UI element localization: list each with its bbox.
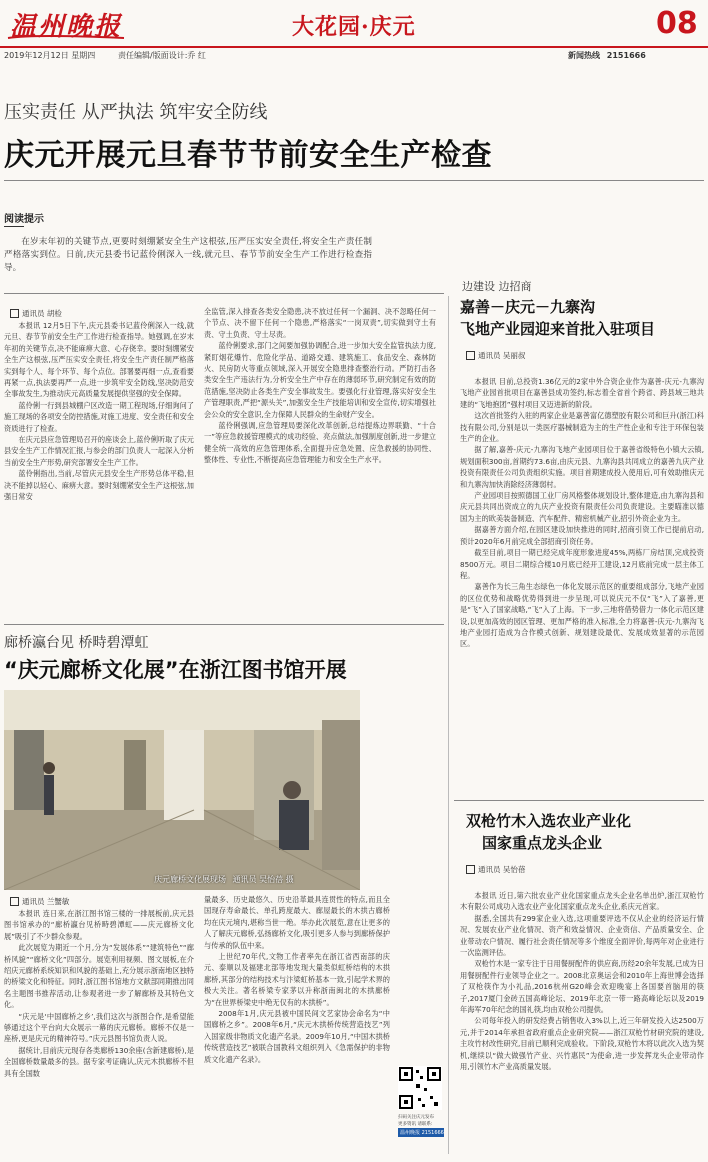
industry-p4: 产业园项目按照德国工业厂房风格整体规划设计,整体建造,由九寨沟县和庆元县共同出资成立的九庆产业投资有限责任公司负责建设。主要瞄准以德国为主的欧美装备制造、汽车配件、精密机械产业,招引外资企业为主。 xyxy=(460,491,704,523)
industry-kicker: 边建设 边招商 xyxy=(462,280,532,293)
lead-divider xyxy=(4,180,704,181)
summary-label: 阅读提示 xyxy=(4,214,44,225)
exhibit-p1: 本报讯 连日来,在浙江图书馆三楼的一排展板前,庆元县图书馆承办的“廊桥瀛台见桥畤碧潭虹——庆元廊桥文化展”吸引了不少群众参观。 xyxy=(4,909,194,941)
lead-summary xyxy=(4,236,372,275)
exhibit-kicker: 廊桥瀛台见 桥畤碧潭虹 xyxy=(4,635,149,651)
lead-headline: 庆元开展元旦春节节前安全生产检查 xyxy=(4,138,492,173)
exhibit-top-rule xyxy=(4,624,444,625)
exhibit-col2-text xyxy=(204,894,390,1065)
library-hall-photo xyxy=(4,690,360,890)
lead-bottom-rule xyxy=(4,293,444,294)
bamboo-top-rule xyxy=(454,800,704,801)
exhibit-p2: 此次展览为期近一个月,分为“发展体系”“建筑特色”“廊桥风貌”“廊桥文化”四部分。展览利用视频、图文展板,在介绍庆元廊桥系统知识和风貌的基础上,充分展示浙南地区独特的桥梁文化和特征。同时,浙江图书馆地方文献部同期推出同名主题图书推荐活动,让参观者进一步了解廊桥及其特色文化。 xyxy=(4,943,194,1010)
bamboo-byline-text: 通讯员 吴怡蓓 xyxy=(478,865,526,874)
bamboo-p3: 双枪竹木是一家专注于日用餐厨配件的供应商,历经20余年发展,已成为日用餐厨配件行业领导企业之一。2008北京奥运会和2010年上海世博会选择了双枪筷作为小礼品,2016杭州G20峰会欢迎晚宴上各国要首脑用的筷子,2017厦门金砖五国高峰论坛、2019年北京一带一路高峰论坛以及2019年海军70年纪念的国礼筷,均由双枪公司提供。 xyxy=(460,959,704,1015)
industry-headline-2: 飞地产业园迎来首批入驻项目 xyxy=(460,320,656,338)
byline-box-icon xyxy=(10,309,19,318)
editor-line: 责任编辑/版面设计:乔 红 xyxy=(118,51,206,60)
industry-p2: 这次首批签约入驻的两家企业是嘉善富亿德塑胶有限公司和巨升(浙江)科技有限公司,分别是以一类医疗器械制造为主的生产性企业和专注于环保包装生产的企业。 xyxy=(460,411,704,444)
qr-caption-2: 更多资讯 请联系: xyxy=(398,1122,433,1127)
lead-p4: 蓝伶俐指出,当前,尽管庆元县安全生产形势总体平稳,但决不能掉以轻心、麻痹大意。要时刻绷紧安全生产这根弦,加强日常安 xyxy=(4,469,194,502)
page-number: 08 xyxy=(656,6,698,41)
newspaper-logo xyxy=(6,4,126,44)
exhibit-p4: 据统计,目前庆元现存各类廊桥130余座(含新建廊桥),是全国廊桥数量最多的县。据专家考证确认,庆元木拱廊桥不但具有全国数 xyxy=(4,1045,194,1078)
byline-box-icon xyxy=(466,351,475,360)
bamboo-p1: 本报讯 近日,第六批农业产业化国家重点龙头企业名单出炉,浙江双枪竹木有限公司成功入选农业产业化国家重点龙头企业,系庆元首家。 xyxy=(460,891,704,912)
lead-p1: 本报讯 12月5日下午,庆元县委书记蓝伶俐深入一线,就元旦、春节节前安全生产工作进行检查指导。她强调,在岁末年初的关键节点,决不能麻痹大意、心存侥幸。要时刻绷紧安全生产这根弦,压严压实安全责任,将安全生产责任制严格落实到每个人、每个环节、每个点位。部署要再细一点,查看要再紧一点,执法要再严一点,进一步筑牢安全防线,坚决防范安全事故发生,为推动庆元高质量发展提供坚强的安全保障。 xyxy=(4,321,194,399)
exhibit-column-1 xyxy=(4,908,194,1158)
hotline-number: 2151666 xyxy=(606,51,646,60)
bamboo-p2: 据悉,全国共有299家企业入选,这项重要评选不仅从企业的经济运行情况、发展农业产业化情况、资产和效益情况、企业资信、产品质量安全、企业带动农户情况、履行社会责任情况等多个维度全面评价,每两年对企业进行一次监测评估。 xyxy=(460,913,704,958)
column-separator xyxy=(448,296,449,1154)
hotline xyxy=(568,50,646,61)
industry-p7: 嘉善作为长三角生态绿色一体化发展示范区的重要组成部分,飞地产业园的区位优势和战略优势得到进一步呈现,可以说庆元不仅“飞”入了嘉善,更是“飞”入了国家战略,“飞”入了上海。下一步,三地将借势借力一体化示范区建设,以更加高效的园区管理、更加严格的准入标准,全力将嘉善-庆元-九寨沟飞地产业园打造成为合作模式创新、规划建设最优、发展成效显著的示范园区。 xyxy=(460,582,704,649)
hotline-label: 新闻热线 xyxy=(568,51,600,60)
lead-kicker: 压实责任 从严执法 筑牢安全防线 xyxy=(4,102,268,123)
date-line: 2019年12月12日 星期四 xyxy=(4,51,96,60)
qr-code-icon[interactable] xyxy=(398,1066,442,1110)
photo-credit: 通讯员 吴怡蓓 摄 xyxy=(232,875,294,884)
industry-p3: 据了解,嘉善-庆元-九寨沟飞地产业园项目位于嘉善省级特色小镇大云镇,规划面积300亩,首期约73.6亩,由庆元县、九寨沟县共同成立的嘉善九庆产业投资有限责任公司负责组织实施。项目首期建成投入使用后,可有效助推庆元和九寨沟加快消除经济薄弱村。 xyxy=(460,445,704,489)
byline-box-icon xyxy=(10,897,19,906)
industry-byline-text: 通讯员 吴丽叔 xyxy=(478,351,526,360)
summary-text: 在岁末年初的关键节点,更要时刻绷紧安全生产这根弦,压严压实安全责任,将安全生产责任制严格落实到位。日前,庆元县委书记蓝伶俐深入一线,就元旦、春节节前安全生产工作进行检查指导。 xyxy=(4,237,372,273)
logo-text: 温州晚报 xyxy=(10,12,123,42)
masthead-rule xyxy=(0,46,708,48)
industry-byline xyxy=(466,350,525,361)
byline-box-icon xyxy=(466,865,475,874)
masthead xyxy=(0,0,708,62)
bamboo-body xyxy=(460,890,704,1158)
bamboo-headline-2: 国家重点龙头企业 xyxy=(482,834,603,852)
lead-p5: 全监管,深入排查各类安全隐患,决不放过任何一个漏洞、决不忽略任何一个节点、决不留下任何一个隐患,严格落实“一岗双责”,切实做到守土有责、守土负责、守土尽责。 xyxy=(204,307,436,339)
exhibit-byline-text: 通讯员 兰蟹敏 xyxy=(22,897,70,906)
exhibit-column-2 xyxy=(204,894,390,1158)
summary-rule xyxy=(4,226,24,227)
industry-text xyxy=(460,376,704,650)
industry-p5: 据嘉善方面介绍,在园区建设加快推进的同时,招商引资工作已提前启动,预计2020年6月前完成全部招商引资任务。 xyxy=(460,525,704,546)
exhibit-photo xyxy=(4,690,360,890)
lead-column-2 xyxy=(204,306,436,616)
exhibit-p5: 量最多、历史最悠久、历史沿革最具连贯性的特点,而且全国现存寿命最长、单孔跨度最大、廊屋最长的木拱古廊桥均在庆元境内,堪称当世一绝。举办此次展览,意在让更多的人了解庆元廊桥,弘扬廊桥文化,吸引更多人参与到廊桥保护与传承的队伍中来。 xyxy=(204,895,390,950)
exhibit-p6: 上世纪70年代,文物工作者率先在浙江省西南部的庆元、泰顺以及福建北部等地发现大量类似虹桥结构的木拱廊桥,其部分的结构技术与汴梁虹桥基本一致,引起学术界的极大关注。著名桥梁专家茅以升称浙南闽北的木拱廊桥为“在世界桥梁史中绝无仅有的木拱桥”。 xyxy=(204,952,390,1007)
photo-caption xyxy=(154,874,294,885)
exhibit-p7: 2008年1月,庆元县被中国民间文艺家协会命名为“中国廊桥之乡”。2008年6月,“庆元木拱桥传统营造技艺”列入国家级非物质文化遗产名录。2009年10月,“中国木拱桥传统营造技艺”被联合国教科文组织列入《急需保护的非物质文化遗产名录》。 xyxy=(204,1009,390,1064)
lead-col2-text xyxy=(204,306,436,466)
qr-phone: 温州晚报 2151666 xyxy=(400,1130,444,1136)
section-title: 大花园·庆元 xyxy=(292,14,416,40)
lead-column-1 xyxy=(4,320,194,616)
lead-col1-text xyxy=(4,320,194,503)
lead-byline-text: 通讯员 胡检 xyxy=(22,309,62,318)
photo-caption-text: 庆元廊桥文化展现场 xyxy=(154,875,226,884)
industry-headline-1: 嘉善－庆元－九寨沟 xyxy=(460,298,596,316)
industry-p1: 本报讯 目前,总投资1.36亿元的2家中外合资企业作为嘉善-庆元-九寨沟飞地产业园首批项目在嘉善县成功签约,标志着全省首个跨省、跨县域三地共建的“飞地抱团”强村项目又迈进新的阶段。 xyxy=(460,377,704,409)
lead-p7: 蓝伶俐强调,应急管理局要深化改革创新,总结提炼边界联勤、“十合一”等应急救援管理模式的成功经验、亮点做法,加强制度创新,进一步建立健全统一高效的应急管理体系,全面提升应急处置、应急救援的协同性、整体性、专业性,不断提高应急管理能力和安全生产水平。 xyxy=(204,421,436,465)
qr-block xyxy=(398,1066,444,1137)
lead-p3: 在庆元县应急管理局召开的座谈会上,蓝伶俐听取了庆元县安全生产工作情况汇报,与参会的部门负责人一起深入分析当前安全生产形势,研究部署安全生产工作。 xyxy=(4,435,194,467)
qr-caption: 扫码关注庆元发布 xyxy=(398,1115,434,1120)
lead-byline xyxy=(10,308,62,319)
industry-p6: 截至目前,项目一期已经完成年度形象进度45%,两栋厂房结顶,完成投资8500万元。项目二期综合楼10月底已经开工建设,12月底前完成一层主体工程。 xyxy=(460,548,704,580)
bamboo-byline xyxy=(466,864,525,875)
lead-p6: 蓝伶俐要求,部门之间要加强协调配合,进一步加大安全监管执法力度,紧盯烟花爆竹、危险化学品、道路交通、建筑施工、食品安全、森林防火、民房防火等重点领域,深入开展安全隐患排查整治行动。严防打击各类安全生产违法行为,分析安全生产中存在的薄弱环节,研究制定有效的防范措施,坚决防止各类生产安全事故发生。要强化行业管理,落实好安全生产管理职责,严把“源头关”,加强安全生产技能培训和安全宣传,切实增强社会公众的安全意识,全力保障人民群众的生命财产安全。 xyxy=(204,341,436,419)
industry-body xyxy=(460,376,704,790)
lead-p2: 蓝伶俐一行到县城棚户区改造一期工程现场,仔细询问了施工现场的各项安全防控措施,对施工进度、安全责任和安全资质进行了检查。 xyxy=(4,400,194,433)
exhibit-col1-text xyxy=(4,908,194,1079)
exhibit-headline: “庆元廊桥文化展”在浙江图书馆开展 xyxy=(4,658,347,682)
bamboo-text xyxy=(460,890,704,1073)
exhibit-byline xyxy=(10,896,69,907)
exhibit-p3: “庆元是‘中国廊桥之乡’,我们这次与浙图合作,是希望能够通过这个平台向大众展示一幕的庆元廊桥。廊桥不仅是一座桥,更是庆元的精神符号。”庆元县图书馆负责人说。 xyxy=(4,1011,194,1044)
bamboo-headline-1: 双枪竹木入选农业产业化 xyxy=(466,812,632,830)
bamboo-p4: 公司每年投入的研发经费占销售收入3%以上,近三年研发投入达2500万元,并于2014年承担省政府重点企业研究院——浙江双枪竹材研究院的建设,主攻竹材改性研究,目前已顺利完成验收。下阶段,双枪竹木将以此次入选为契机,继续以“做大做强竹产业、兴竹惠民”为使命,进一步发挥龙头企业带动作用,引领竹木产业高质量发展。 xyxy=(460,1016,704,1072)
